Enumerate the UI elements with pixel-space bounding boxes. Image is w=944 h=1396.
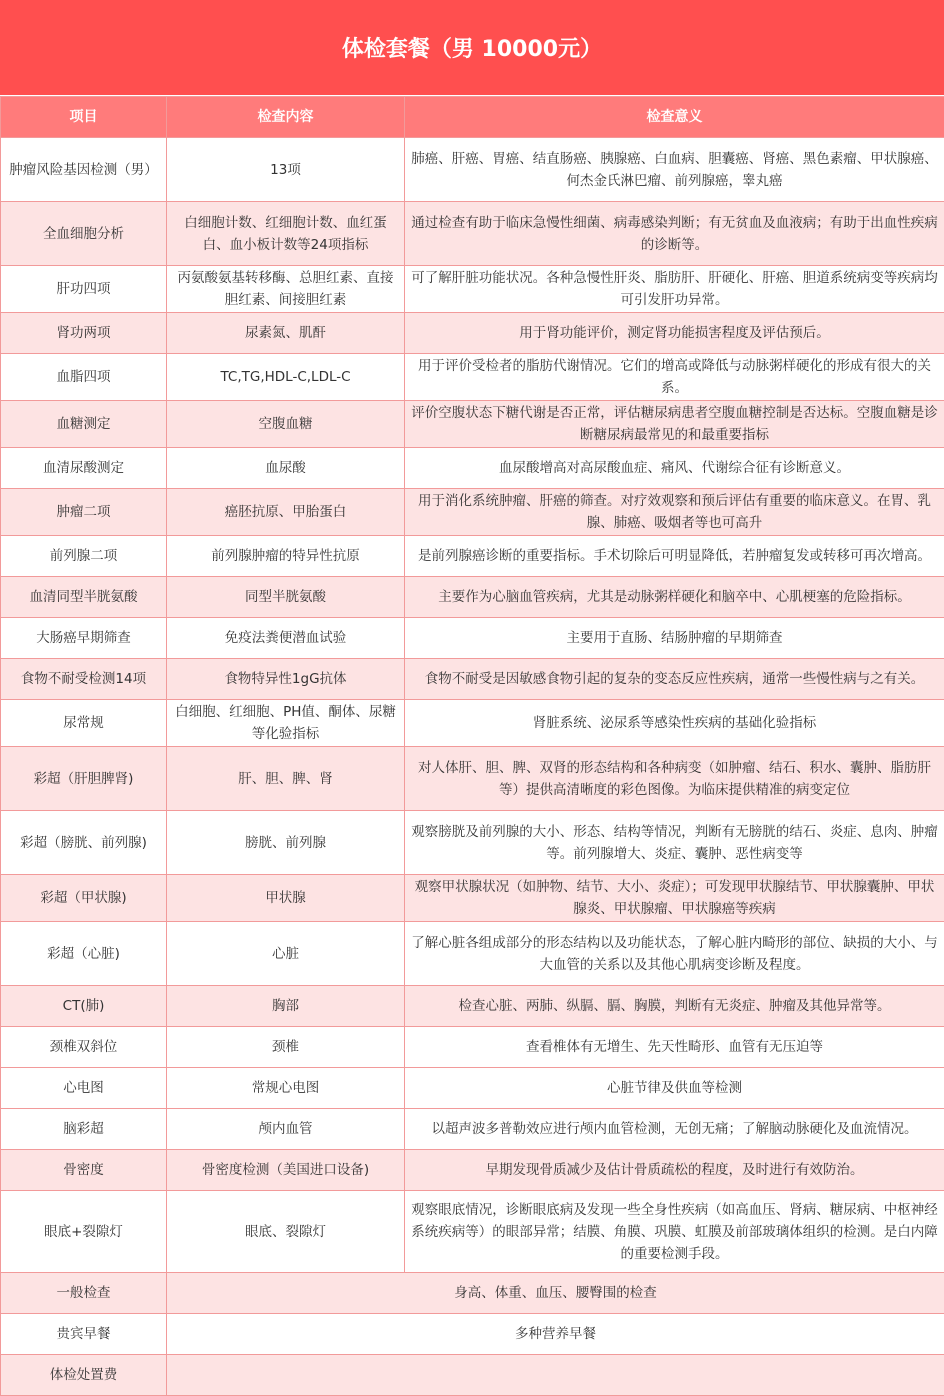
item-cell: 彩超（肝胆脾肾): [1, 747, 167, 811]
meaning-cell: 用于肾功能评价，测定肾功能损害程度及评估预后。: [405, 313, 944, 354]
item-cell: 食物不耐受检测14项: [1, 659, 167, 700]
meaning-cell: 食物不耐受是因敏感食物引起的复杂的变态反应性疾病，通常一些慢性病与之有关。: [405, 659, 944, 700]
meaning-cell: 通过检查有助于临床急慢性细菌、病毒感染判断；有无贫血及血液病；有助于出血性疾病的诊断等。: [405, 202, 944, 266]
content-cell: 免疫法粪便潜血试验: [167, 618, 405, 659]
content-cell: 常规心电图: [167, 1068, 405, 1109]
content-cell: 前列腺肿瘤的特异性抗原: [167, 536, 405, 577]
content-cell: 肝、胆、脾、肾: [167, 747, 405, 811]
content-cell: 膀胱、前列腺: [167, 811, 405, 875]
table-row: [1, 266, 944, 313]
table-row: [1, 202, 944, 266]
table-row: [1, 489, 944, 536]
content-cell: TC,TG,HDL-C,LDL-C: [167, 354, 405, 401]
meaning-cell: 以超声波多普勒效应进行颅内血管检测，无创无痛；了解脑动脉硬化及血流情况。: [405, 1109, 944, 1150]
meaning-cell: 观察眼底情况，诊断眼底病及发现一些全身性疾病（如高血压、肾病、糖尿病、中枢神经系统疾病等）的眼部异常；结膜、角膜、巩膜、虹膜及前部玻璃体组织的检测。是白内障的重要检测手段。: [405, 1191, 944, 1273]
table-row: [1, 1191, 944, 1273]
table-row: [1, 1109, 944, 1150]
item-cell: 大肠癌早期筛查: [1, 618, 167, 659]
content-cell: 甲状腺: [167, 875, 405, 922]
table-row: [1, 138, 944, 202]
meaning-cell: 可了解肝脏功能状况。各种急慢性肝炎、脂肪肝、肝硬化、肝癌、胆道系统病变等疾病均可引发肝功异常。: [405, 266, 944, 313]
table-row: [1, 1027, 944, 1068]
item-cell: 眼底+裂隙灯: [1, 1191, 167, 1273]
item-cell: 尿常规: [1, 700, 167, 747]
item-cell: 肿瘤风险基因检测（男）: [1, 138, 167, 202]
item-cell: 血糖测定: [1, 401, 167, 448]
item-cell: 一般检查: [1, 1273, 167, 1314]
table-row: [1, 313, 944, 354]
merged-value-cell: 多种营养早餐: [167, 1314, 944, 1355]
table-row: [1, 922, 944, 986]
table-row: [1, 747, 944, 811]
table-row: [1, 536, 944, 577]
content-cell: 心脏: [167, 922, 405, 986]
meaning-cell: 用于评价受检者的脂肪代谢情况。它们的增高或降低与动脉粥样硬化的形成有很大的关系。: [405, 354, 944, 401]
table-row: [1, 618, 944, 659]
table-row: [1, 1273, 944, 1314]
meaning-cell: 观察甲状腺状况（如肿物、结节、大小、炎症）；可发现甲状腺结节、甲状腺囊肿、甲状腺炎、甲状腺瘤、甲状腺癌等疾病: [405, 875, 944, 922]
content-cell: 胸部: [167, 986, 405, 1027]
content-cell: 13项: [167, 138, 405, 202]
content-cell: 颈椎: [167, 1027, 405, 1068]
package-table: [0, 96, 944, 1396]
meaning-cell: 早期发现骨质减少及估计骨质疏松的程度，及时进行有效防治。: [405, 1150, 944, 1191]
item-cell: 彩超（膀胱、前列腺): [1, 811, 167, 875]
merged-value-cell: 身高、体重、血压、腰臀围的检查: [167, 1273, 944, 1314]
table-row: [1, 875, 944, 922]
content-cell: 空腹血糖: [167, 401, 405, 448]
meaning-cell: 是前列腺癌诊断的重要指标。手术切除后可明显降低，若肿瘤复发或转移可再次增高。: [405, 536, 944, 577]
content-cell: 骨密度检测（美国进口设备): [167, 1150, 405, 1191]
table-row: [1, 448, 944, 489]
content-cell: 同型半胱氨酸: [167, 577, 405, 618]
meaning-cell: 查看椎体有无增生、先天性畸形、血管有无压迫等: [405, 1027, 944, 1068]
item-cell: 肿瘤二项: [1, 489, 167, 536]
item-cell: 体检处置费: [1, 1355, 167, 1396]
meaning-cell: 主要作为心脑血管疾病，尤其是动脉粥样硬化和脑卒中、心肌梗塞的危险指标。: [405, 577, 944, 618]
page-title: 体检套餐（男 10000元）: [0, 0, 944, 96]
item-cell: 心电图: [1, 1068, 167, 1109]
item-cell: 前列腺二项: [1, 536, 167, 577]
meaning-cell: 检查心脏、两肺、纵膈、膈、胸膜，判断有无炎症、肿瘤及其他异常等。: [405, 986, 944, 1027]
content-cell: 癌胚抗原、甲胎蛋白: [167, 489, 405, 536]
table-row: [1, 986, 944, 1027]
table-row: [1, 1355, 944, 1396]
item-cell: 血清尿酸测定: [1, 448, 167, 489]
item-cell: 贵宾早餐: [1, 1314, 167, 1355]
content-cell: 丙氨酸氨基转移酶、总胆红素、直接胆红素、间接胆红素: [167, 266, 405, 313]
content-cell: 白细胞计数、红细胞计数、血红蛋白、血小板计数等24项指标: [167, 202, 405, 266]
meaning-cell: 观察膀胱及前列腺的大小、形态、结构等情况，判断有无膀胱的结石、炎症、息肉、肿瘤等。前列腺增大、炎症、囊肿、恶性病变等: [405, 811, 944, 875]
content-cell: 血尿酸: [167, 448, 405, 489]
content-cell: 尿素氮、肌酐: [167, 313, 405, 354]
item-cell: 彩超（心脏): [1, 922, 167, 986]
item-cell: 全血细胞分析: [1, 202, 167, 266]
meaning-cell: 肺癌、肝癌、胃癌、结直肠癌、胰腺癌、白血病、胆囊癌、肾癌、黑色素瘤、甲状腺癌、何杰金氏淋巴瘤、前列腺癌，睾丸癌: [405, 138, 944, 202]
meaning-cell: 用于消化系统肿瘤、肝癌的筛查。对疗效观察和预后评估有重要的临床意义。在胃、乳腺、肺癌、吸烟者等也可高升: [405, 489, 944, 536]
table-row: [1, 577, 944, 618]
meaning-cell: 主要用于直肠、结肠肿瘤的早期筛查: [405, 618, 944, 659]
item-cell: 血脂四项: [1, 354, 167, 401]
column-header-item: 项目: [1, 97, 167, 138]
item-cell: 骨密度: [1, 1150, 167, 1191]
item-cell: 肝功四项: [1, 266, 167, 313]
column-header-content: 检查内容: [167, 97, 405, 138]
content-cell: 眼底、裂隙灯: [167, 1191, 405, 1273]
column-header-meaning: 检查意义: [405, 97, 944, 138]
item-cell: CT(肺): [1, 986, 167, 1027]
meaning-cell: 肾脏系统、泌尿系等感染性疾病的基础化验指标: [405, 700, 944, 747]
item-cell: 血清同型半胱氨酸: [1, 577, 167, 618]
content-cell: 白细胞、红细胞、PH值、酮体、尿糖等化验指标: [167, 700, 405, 747]
item-cell: 脑彩超: [1, 1109, 167, 1150]
table-row: [1, 354, 944, 401]
table-row: [1, 1068, 944, 1109]
meaning-cell: 对人体肝、胆、脾、双肾的形态结构和各种病变（如肿瘤、结石、积水、囊肿、脂肪肝等）提供高清晰度的彩色图像。为临床提供精准的病变定位: [405, 747, 944, 811]
meaning-cell: 血尿酸增高对高尿酸血症、痛风、代谢综合征有诊断意义。: [405, 448, 944, 489]
table-row: [1, 401, 944, 448]
item-cell: 肾功两项: [1, 313, 167, 354]
table-row: [1, 700, 944, 747]
meaning-cell: 评价空腹状态下糖代谢是否正常，评估糖尿病患者空腹血糖控制是否达标。空腹血糖是诊断糖尿病最常见的和最重要指标: [405, 401, 944, 448]
merged-value-cell: [167, 1355, 944, 1396]
meaning-cell: 心脏节律及供血等检测: [405, 1068, 944, 1109]
table-row: [1, 1150, 944, 1191]
content-cell: 颅内血管: [167, 1109, 405, 1150]
content-cell: 食物特异性1gG抗体: [167, 659, 405, 700]
item-cell: 彩超（甲状腺): [1, 875, 167, 922]
table-row: [1, 659, 944, 700]
item-cell: 颈椎双斜位: [1, 1027, 167, 1068]
table-row: [1, 1314, 944, 1355]
meaning-cell: 了解心脏各组成部分的形态结构以及功能状态，了解心脏内畸形的部位、缺损的大小、与大血管的关系以及其他心肌病变诊断及程度。: [405, 922, 944, 986]
table-row: [1, 811, 944, 875]
table-header-row: [1, 97, 944, 138]
